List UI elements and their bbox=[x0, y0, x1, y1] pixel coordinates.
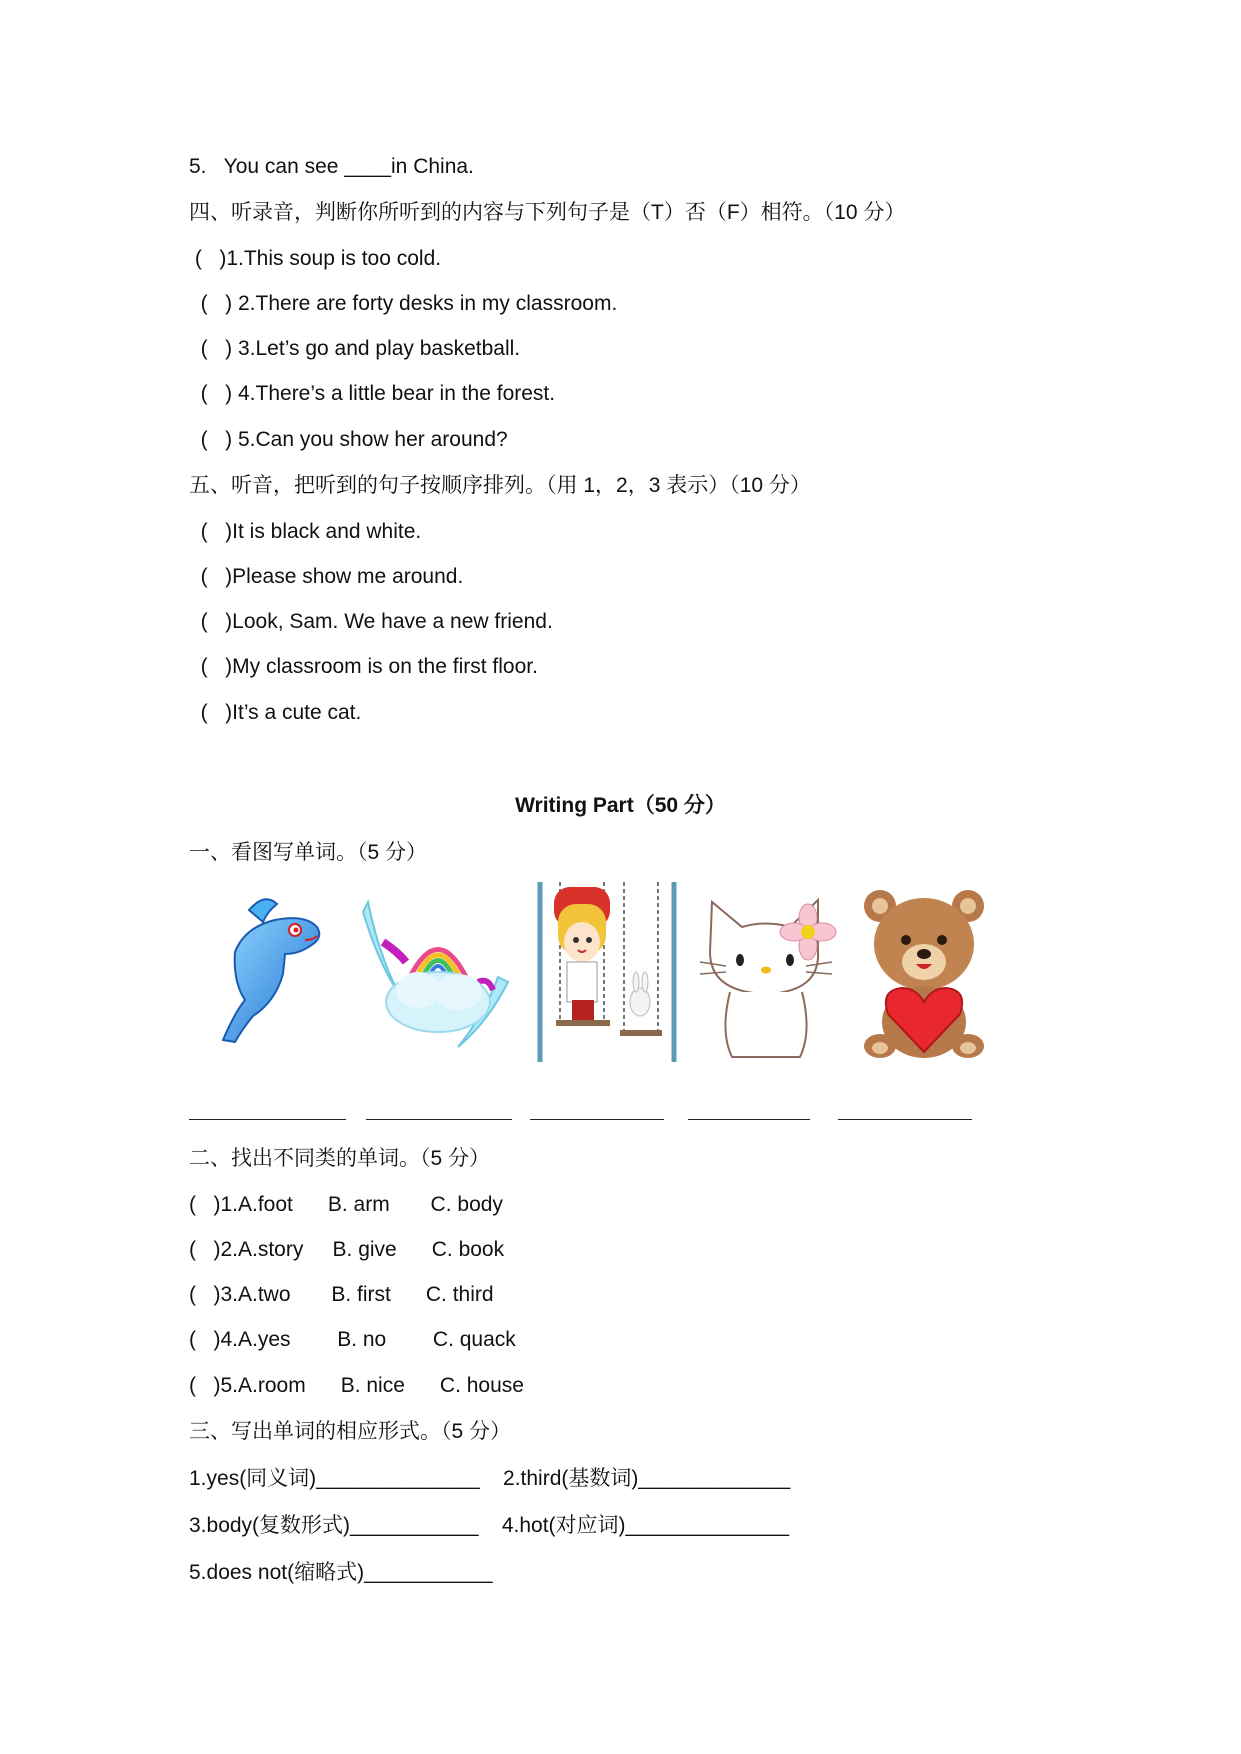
sec5-item-3: ( )Look, Sam. We have a new friend. bbox=[189, 610, 553, 633]
sec2-item-4: ( )4.A.yes B. no C. quack bbox=[189, 1328, 516, 1351]
question-5: 5. You can see ____in China. bbox=[189, 155, 474, 178]
sec4-item-3: ( ) 3.Let’s go and play basketball. bbox=[189, 337, 521, 360]
sec5-item-4: ( )My classroom is on the first floor. bbox=[189, 655, 538, 678]
kitten-picture bbox=[690, 882, 842, 1062]
sec3-row-2: 3.body(复数形式)___________ 4.hot(对应词)______________ bbox=[189, 1514, 790, 1537]
answer-blank-4[interactable] bbox=[688, 1119, 810, 1120]
teddy-bear-picture bbox=[858, 882, 990, 1062]
sec4-item-5: ( ) 5.Can you show her around? bbox=[189, 428, 508, 451]
sec5-item-1: ( )It is black and white. bbox=[189, 520, 422, 543]
sec2-item-5: ( )5.A.room B. nice C. house bbox=[189, 1374, 524, 1397]
writing-sec2-heading: 二、找出不同类的单词。（5 分） bbox=[189, 1147, 491, 1170]
sec4-item-1: ( )1.This soup is too cold. bbox=[189, 247, 442, 270]
section-5-heading: 五、听音，把听到的句子按顺序排列。（用 1，2，3 表示）（10 分） bbox=[189, 474, 811, 497]
sec2-item-3: ( )3.A.two B. first C. third bbox=[189, 1283, 494, 1306]
cloud-rainbow-picture bbox=[358, 882, 510, 1062]
answer-blank-2[interactable] bbox=[366, 1119, 512, 1120]
sec4-item-2: ( ) 2.There are forty desks in my classroom. bbox=[189, 292, 618, 315]
answer-blank-5[interactable] bbox=[838, 1119, 972, 1120]
sec5-item-2: ( )Please show me around. bbox=[189, 565, 464, 588]
writing-sec3-heading: 三、写出单词的相应形式。（5 分） bbox=[189, 1420, 512, 1443]
sec3-row-3: 5.does not(缩略式)___________ bbox=[189, 1561, 493, 1584]
fish-picture bbox=[205, 882, 330, 1062]
sec3-row-1: 1.yes(同义词)______________ 2.third(基数词)_____________ bbox=[189, 1467, 791, 1490]
sec4-item-4: ( ) 4.There’s a little bear in the forest. bbox=[189, 382, 556, 405]
section-4-heading: 四、听录音，判断你所听到的内容与下列句子是（T）否（F）相符。（10 分） bbox=[189, 201, 906, 224]
sec5-item-5: ( )It’s a cute cat. bbox=[189, 701, 362, 724]
writing-sec1-heading: 一、看图写单词。（5 分） bbox=[189, 841, 428, 864]
answer-blank-1[interactable] bbox=[189, 1119, 346, 1120]
answer-blank-3[interactable] bbox=[530, 1119, 664, 1120]
writing-part-title: Writing Part（50 分） bbox=[515, 794, 726, 817]
sec2-item-1: ( )1.A.foot B. arm C. body bbox=[189, 1193, 503, 1216]
sec2-item-2: ( )2.A.story B. give C. book bbox=[189, 1238, 505, 1261]
swing-girl-picture bbox=[532, 882, 682, 1062]
